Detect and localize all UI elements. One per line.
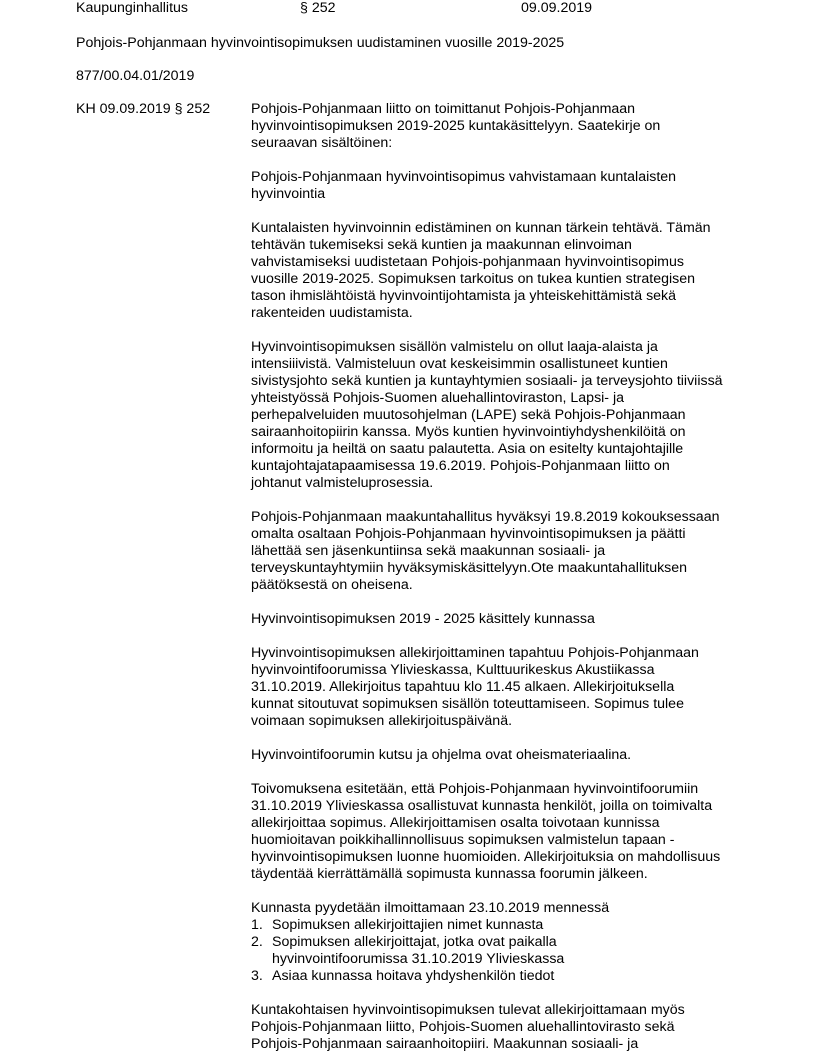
paragraph	[251, 509, 751, 594]
paragraph	[251, 611, 751, 628]
text-line: kuntajohtajatapaamisessa 19.6.2019. Pohjois-Pohjanmaan liitto on	[251, 458, 670, 474]
text-line: johtanut valmisteluprosessia.	[251, 475, 434, 491]
text-line: Hyvinvointisopimuksen 2019 - 2025 käsittely kunnassa	[251, 611, 595, 627]
text-line: sivistysjohto sekä kuntien ja kuntayhtymien sosiaali- ja terveysjohto tiiviissä	[251, 373, 723, 389]
text-line: päätöksestä on oheisena.	[251, 577, 413, 593]
text-line: Pohjois-Pohjanmaan maakuntahallitus hyväksyi 19.8.2019 kokouksessaan	[251, 509, 720, 525]
text-line: Pohjois-Pohjanmaan liitto, Pohjois-Suomen aluehallintovirasto sekä	[251, 1019, 675, 1035]
text-line: Pohjois-Pohjanmaan sairaanhoitopiiri. Maakunnan sosiaali- ja	[251, 1036, 639, 1052]
paragraph	[251, 101, 751, 152]
paragraph	[251, 339, 751, 492]
text-line: hyvinvointifoorumissa 31.10.2019 Ylivieskassa	[272, 951, 565, 967]
text-line: 31.10.2019 Ylivieskassa osallistuvat kunnasta henkilöt, joilla on toimivalta	[251, 798, 713, 814]
text-line: Pohjois-Pohjanmaan liitto on toimittanut Pohjois-Pohjanmaan	[251, 101, 636, 117]
paragraph	[251, 220, 751, 322]
text-line: yhteistyössä Pohjois-Suomen aluehallintoviraston, Lapsi- ja	[251, 390, 625, 406]
text-line: omalta osaltaan Pohjois-Pohjanmaan hyvinvointisopimuksen ja päätti	[251, 526, 686, 542]
paragraph	[251, 645, 751, 730]
text-line: vuosille 2019-2025. Sopimuksen tarkoitus on tukea kuntien strategisen	[251, 271, 696, 287]
header-section: § 252	[300, 0, 336, 16]
request-list-item	[251, 917, 751, 934]
text-line: seuraavan sisältöinen:	[251, 135, 393, 151]
text-line: Kuntakohtaisen hyvinvointisopimuksen tulevat allekirjoittamaan myös	[251, 1002, 685, 1018]
text-line: allekirjoittaa sopimus. Allekirjoittamisen osalta toivotaan kunnissa	[251, 815, 660, 831]
request-intro: Kunnasta pyydetään ilmoittamaan 23.10.2019 mennessä	[251, 900, 610, 916]
text-line: hyvinvointia	[251, 186, 326, 202]
text-line: 31.10.2019. Allekirjoitus tapahtuu klo 11.45 alkaen. Allekirjoituksella	[251, 679, 675, 695]
document-title: Pohjois-Pohjanmaan hyvinvointisopimuksen uudistaminen vuosille 2019-2025	[76, 35, 565, 51]
list-text	[272, 917, 751, 934]
paragraph	[251, 747, 751, 764]
text-line: Asiaa kunnassa hoitava yhdyshenkilön tiedot	[272, 968, 555, 984]
paragraph	[251, 781, 751, 883]
text-line: Hyvinvointifoorumin kutsu ja ohjelma ovat oheismateriaalina.	[251, 747, 632, 763]
text-line: Pohjois-Pohjanmaan hyvinvointisopimus vahvistamaan kuntalaisten	[251, 169, 677, 185]
text-line: vahvistamiseksi uudistetaan Pohjois-pohjanmaan hyvinvointisopimus	[251, 254, 684, 270]
request-list-item	[251, 968, 751, 985]
paragraph	[251, 1002, 751, 1053]
text-line: rakenteiden uudistamista.	[251, 305, 413, 321]
text-line: Hyvinvointisopimuksen sisällön valmistelu on ollut laaja-alaista ja	[251, 339, 658, 355]
text-line: perhepalveluiden muutosohjelman (LAPE) sekä Pohjois-Pohjanmaan	[251, 407, 686, 423]
list-number: 2.	[251, 934, 263, 950]
text-line: Kuntalaisten hyvinvoinnin edistäminen on kunnan tärkein tehtävä. Tämän	[251, 220, 711, 236]
text-line: sairaanhoitopiirin kanssa. Myös kuntien hyvinvointiyhdyshenkilöitä on	[251, 424, 686, 440]
text-line: Toivomuksena esitetään, että Pohjois-Pohjanmaan hyvinvointifoorumiin	[251, 781, 699, 797]
text-line: voimaan sopimuksen allekirjoituspäivänä.	[251, 713, 513, 729]
text-line: terveyskuntayhtymiin hyväksymiskäsittelyyn.Ote maakuntahallituksen	[251, 560, 688, 576]
text-line: lähettää sen jäsenkuntiinsa sekä maakunnan sosiaali- ja	[251, 543, 606, 559]
meeting-reference: KH 09.09.2019 § 252	[76, 101, 211, 117]
text-line: kunnat sitoutuvat sopimuksen sisällön toteuttamiseen. Sopimus tulee	[251, 696, 684, 712]
header-organ: Kaupunginhallitus	[76, 0, 189, 16]
text-line: tason ihmislähtöistä hyvinvointijohtamista ja yhteiskehittämistä sekä	[251, 288, 677, 304]
text-line: hyvinvointisopimuksen luonne huomioiden. Allekirjoituksia on mahdollisuus	[251, 849, 721, 865]
header-date: 09.09.2019	[521, 0, 593, 16]
list-number: 1.	[251, 917, 263, 933]
request-list	[251, 917, 751, 985]
text-line: täydentää kierrättämällä sopimusta kunnassa foorumin jälkeen.	[251, 866, 648, 882]
diary-number: 877/00.04.01/2019	[76, 68, 195, 84]
text-line: huomioitavan poikkihallinnollisuus sopimuksen valmistelun tapaan -	[251, 832, 675, 848]
text-line: informoitu ja heiltä on saatu palautetta. Asia on esitelty kuntajohtajille	[251, 441, 684, 457]
text-line: tehtävän tukemiseksi sekä kuntien ja maakunnan elinvoiman	[251, 237, 632, 253]
text-line: Sopimuksen allekirjoittajien nimet kunnasta	[272, 917, 544, 933]
document-body	[251, 101, 751, 1053]
request-list-item	[251, 934, 751, 968]
text-line: hyvinvointifoorumissa Ylivieskassa, Kulttuurikeskus Akustiikassa	[251, 662, 655, 678]
list-text	[272, 968, 751, 985]
text-line: hyvinvointisopimuksen 2019-2025 kuntakäsittelyyn. Saatekirje on	[251, 118, 661, 134]
text-line: Hyvinvointisopimuksen allekirjoittaminen tapahtuu Pohjois-Pohjanmaan	[251, 645, 699, 661]
list-number: 3.	[251, 968, 263, 984]
list-text	[272, 934, 751, 968]
text-line: intensiiivistä. Valmisteluun ovat keskeisimmin osallistuneet kuntien	[251, 356, 668, 372]
paragraph	[251, 169, 751, 203]
text-line: Sopimuksen allekirjoittajat, jotka ovat paikalla	[272, 934, 557, 950]
